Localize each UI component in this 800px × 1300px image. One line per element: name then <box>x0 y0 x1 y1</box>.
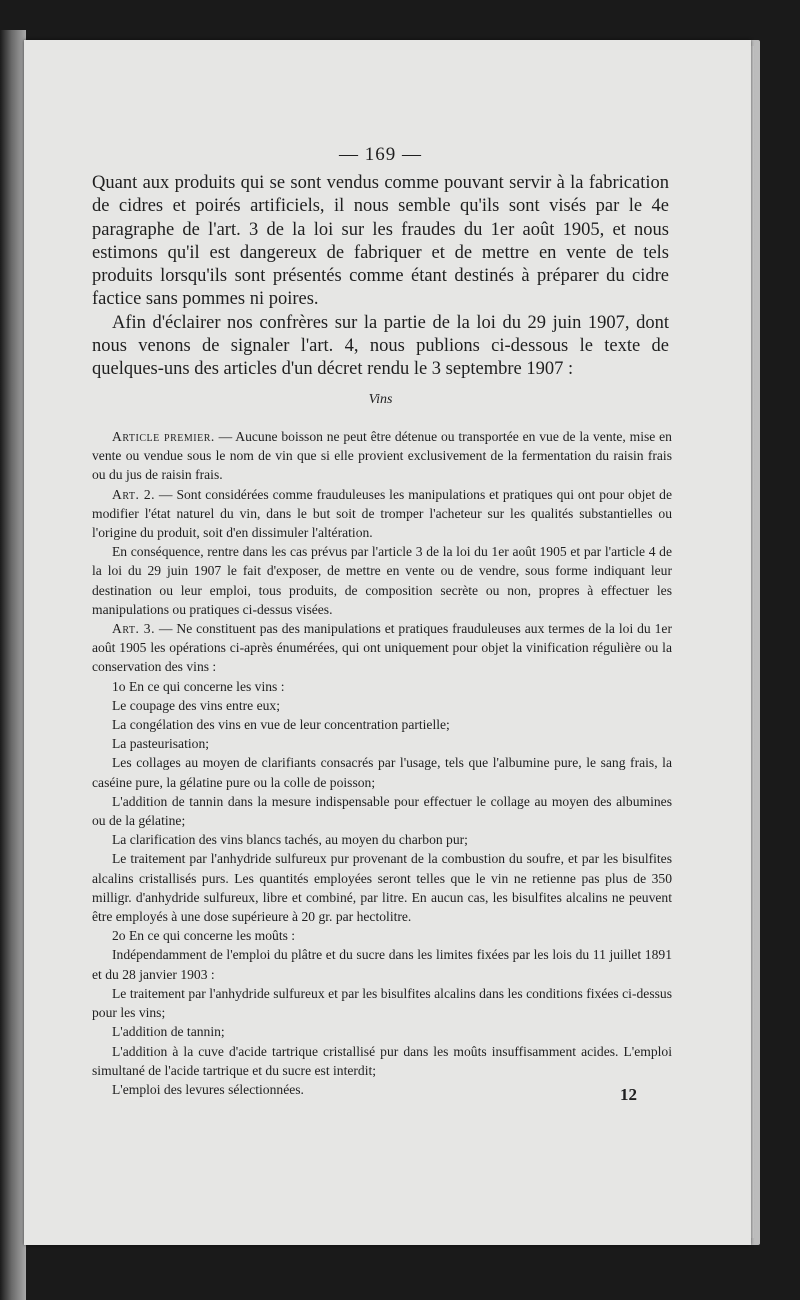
list-item: La congélation des vins en vue de leur concentration partielle; <box>112 717 450 733</box>
article-lead: Art. 2. <box>112 486 156 502</box>
list-item: Le coupage des vins entre eux; <box>112 697 280 713</box>
list-item: Le traitement par l'anhydride sulfureux pur provenant de la combustion du soufre, et par les bisulfites alcalins cristallisés purs. Les quantités employées seront telles que le vin ne retienne pas plus de 350 milligr. d'anhydride sulfureux, libre et combiné, par litre. En aucun cas, les bisulfites alcalins ne peuvent être employés à une dose supérieure à 20 gr. par hectolitre. <box>92 851 672 925</box>
list-item: L'addition de tannin dans la mesure indispensable pour effectuer le collage au moyen des albumines ou de la gélatine; <box>92 793 672 829</box>
list-item: 2o En ce qui concerne les moûts : <box>112 928 296 944</box>
article-paragraph <box>92 619 672 677</box>
list-item: L'emploi des levures sélectionnées. <box>112 1081 304 1097</box>
adjacent-page-edge <box>0 30 26 1300</box>
article-lead: Article premier. <box>112 429 215 444</box>
article-paragraph <box>92 485 672 543</box>
list-item: L'addition de tannin; <box>112 1024 225 1040</box>
article-text: — Aucune boisson ne peut être détenue ou transportée en vue de la vente, mise en vente ou vendue sous le nom de vin que si elle provient exclusivement de la fermentation du raisin frais ou du jus de raisin frais. <box>92 429 672 483</box>
article-paragraph <box>92 542 672 619</box>
article-lead: Art. 3. <box>112 621 155 637</box>
document-page <box>24 40 751 1245</box>
intro-paragraph-1: Quant aux produits qui se sont vendus comme pouvant servir à la fabrication de cidres et poirés artificiels, il nous semble qu'ils sont visés par le 4e paragraphe de l'art. 3 de la loi sur les fraudes du 1er août 1905, et nous estimons qu'il est dangereux de fabriquer et de mettre en vente de tels produits lorsqu'ils sont présentés comme étant destinés à préparer du cidre factice sans pommes ni poires. <box>92 173 669 310</box>
decree-text <box>92 427 672 1099</box>
list-item: Indépendamment de l'emploi du plâtre et du sucre dans les limites fixées par les lois du 11 juillet 1891 et du 28 janvier 1903 : <box>92 947 672 982</box>
article-text: En conséquence, rentre dans les cas prévus par l'article 3 de la loi du 1er août 1905 et par l'article 4 de la loi du 29 juin 1907 le fait d'exposer, de mettre en vente ou de vendre, sous forme indiquant leur destination ou leur emploi, tous produits, de composition secrète ou non, propres à effectuer les manipulations ou pratiques ci-dessus visées. <box>92 544 672 617</box>
intro-paragraphs <box>92 172 669 382</box>
list-item: L'addition à la cuve d'acide tartrique cristallisé pur dans les moûts insuffisamment acides. L'emploi simultané de l'acide tartrique et du sucre est interdit; <box>92 1043 672 1078</box>
list-item: Les collages au moyen de clarifiants consacrés par l'usage, tels que l'albumine pure, le sang frais, la caséine pure, la gélatine pure ou la colle de poisson; <box>92 755 672 790</box>
list-item: 1o En ce qui concerne les vins : <box>112 678 285 694</box>
article-text: — Sont considérées comme frauduleuses les manipulations et pratiques qui ont pour objet de modifier l'état naturel du vin, dans le but soit de tromper l'acheteur sur les qualités substantielles ou l'origine du produit, soit d'en dissimuler l'altération. <box>92 486 672 541</box>
list-item: La pasteurisation; <box>112 736 210 752</box>
section-title: Vins <box>368 392 393 407</box>
article-paragraph <box>92 427 672 485</box>
list-item: Le traitement par l'anhydride sulfureux et par les bisulfites alcalins dans les conditions fixées ci-dessus pour les vins; <box>92 985 672 1021</box>
article-text: — Ne constituent pas des manipulations et pratiques frauduleuses aux termes de la loi du 1er août 1905 les opérations ci-après énumérées, qui ont uniquement pour objet la vinification régulière ou la conservation des vins : <box>92 621 672 675</box>
page-number: — 169 — <box>339 144 422 165</box>
intro-paragraph-2: Afin d'éclairer nos confrères sur la partie de la loi du 29 juin 1907, dont nous venons de signaler l'art. 4, nous publions ci-dessous le texte de quelques-uns des articles d'un décret rendu le 3 septembre 1907 : <box>92 312 669 380</box>
folio-number: 12 <box>620 1085 637 1104</box>
list-item: La clarification des vins blancs tachés, au moyen du charbon pur; <box>112 832 468 848</box>
